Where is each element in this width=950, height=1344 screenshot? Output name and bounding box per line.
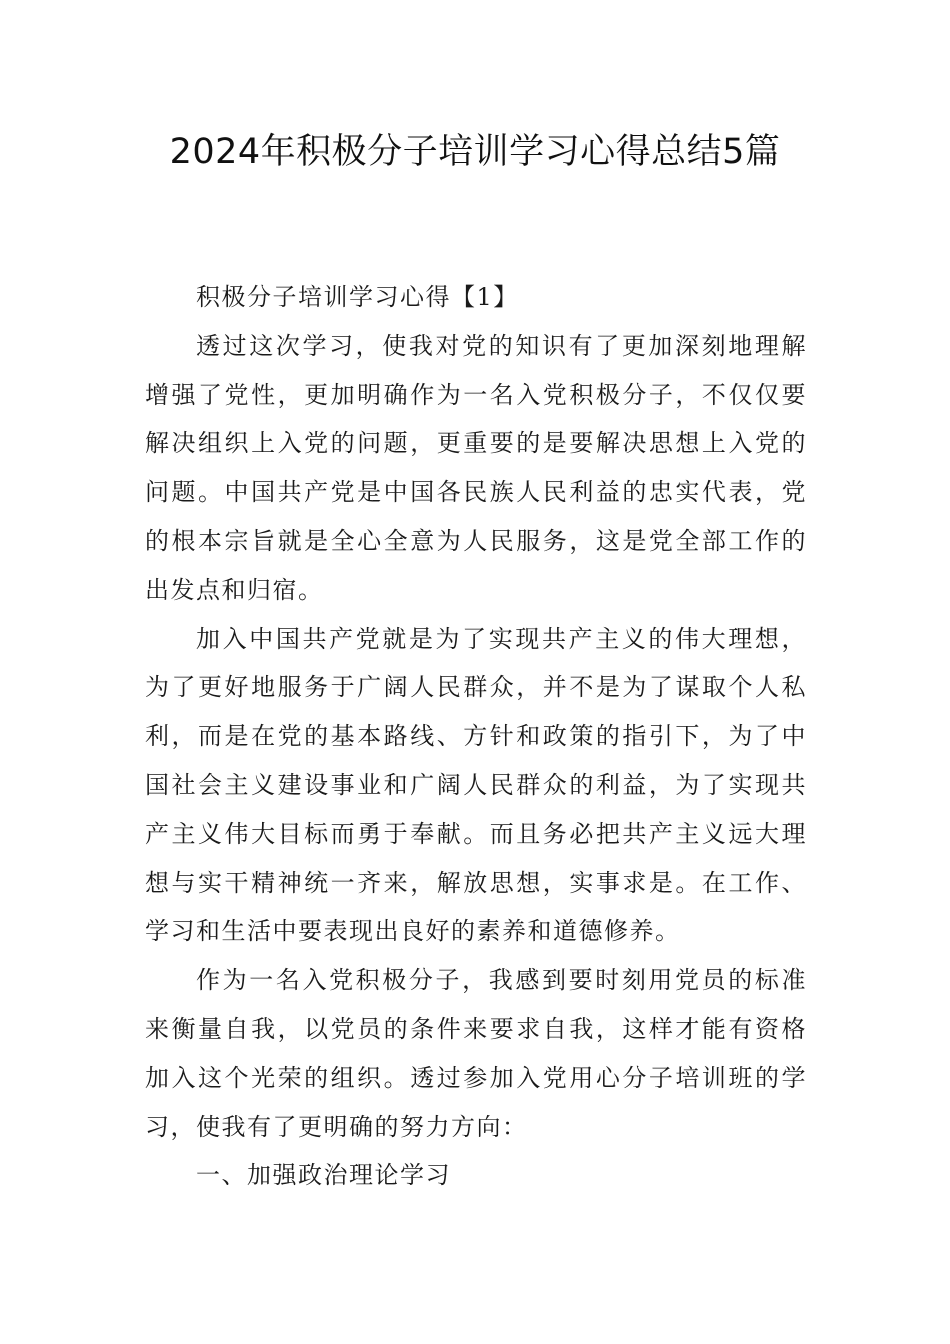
document-body xyxy=(145,273,807,1200)
paragraph-1: 透过这次学习，使我对党的知识有了更加深刻地理解增强了党性，更加明确作为一名入党积极分子，不仅仅要解决组织上入党的问题，更重要的是要解决思想上入党的问题。中国共产党是中国各民族人民利益的忠实代表，党的根本宗旨就是全心全意为人民服务，这是党全部工作的出发点和归宿。 xyxy=(145,331,807,604)
document-title: 2024年积极分子培训学习心得总结5篇 xyxy=(169,132,781,172)
paragraph-3: 作为一名入党积极分子，我感到要时刻用党员的标准来衡量自我，以党员的条件来要求自我，这样才能有资格加入这个光荣的组织。透过参加入党用心分子培训班的学习，使我有了更明确的努力方向： xyxy=(145,966,807,1141)
paragraph-2: 加入中国共产党就是为了实现共产主义的伟大理想，为了更好地服务于广阔人民群众，并不是为了谋取个人私利，而是在党的基本路线、方针和政策的指引下，为了中国社会主义建设事业和广阔人民群众的利益，为了实现共产主义伟大目标而勇于奉献。而且务必把共产主义远大理想与实干精神统一齐来，解放思想，实事求是。在工作、学习和生活中要表现出良好的素养和道德修养。 xyxy=(145,624,807,946)
subheading: 一、加强政治理论学习 xyxy=(196,1161,451,1190)
section-heading: 积极分子培训学习心得【1】 xyxy=(196,283,519,311)
